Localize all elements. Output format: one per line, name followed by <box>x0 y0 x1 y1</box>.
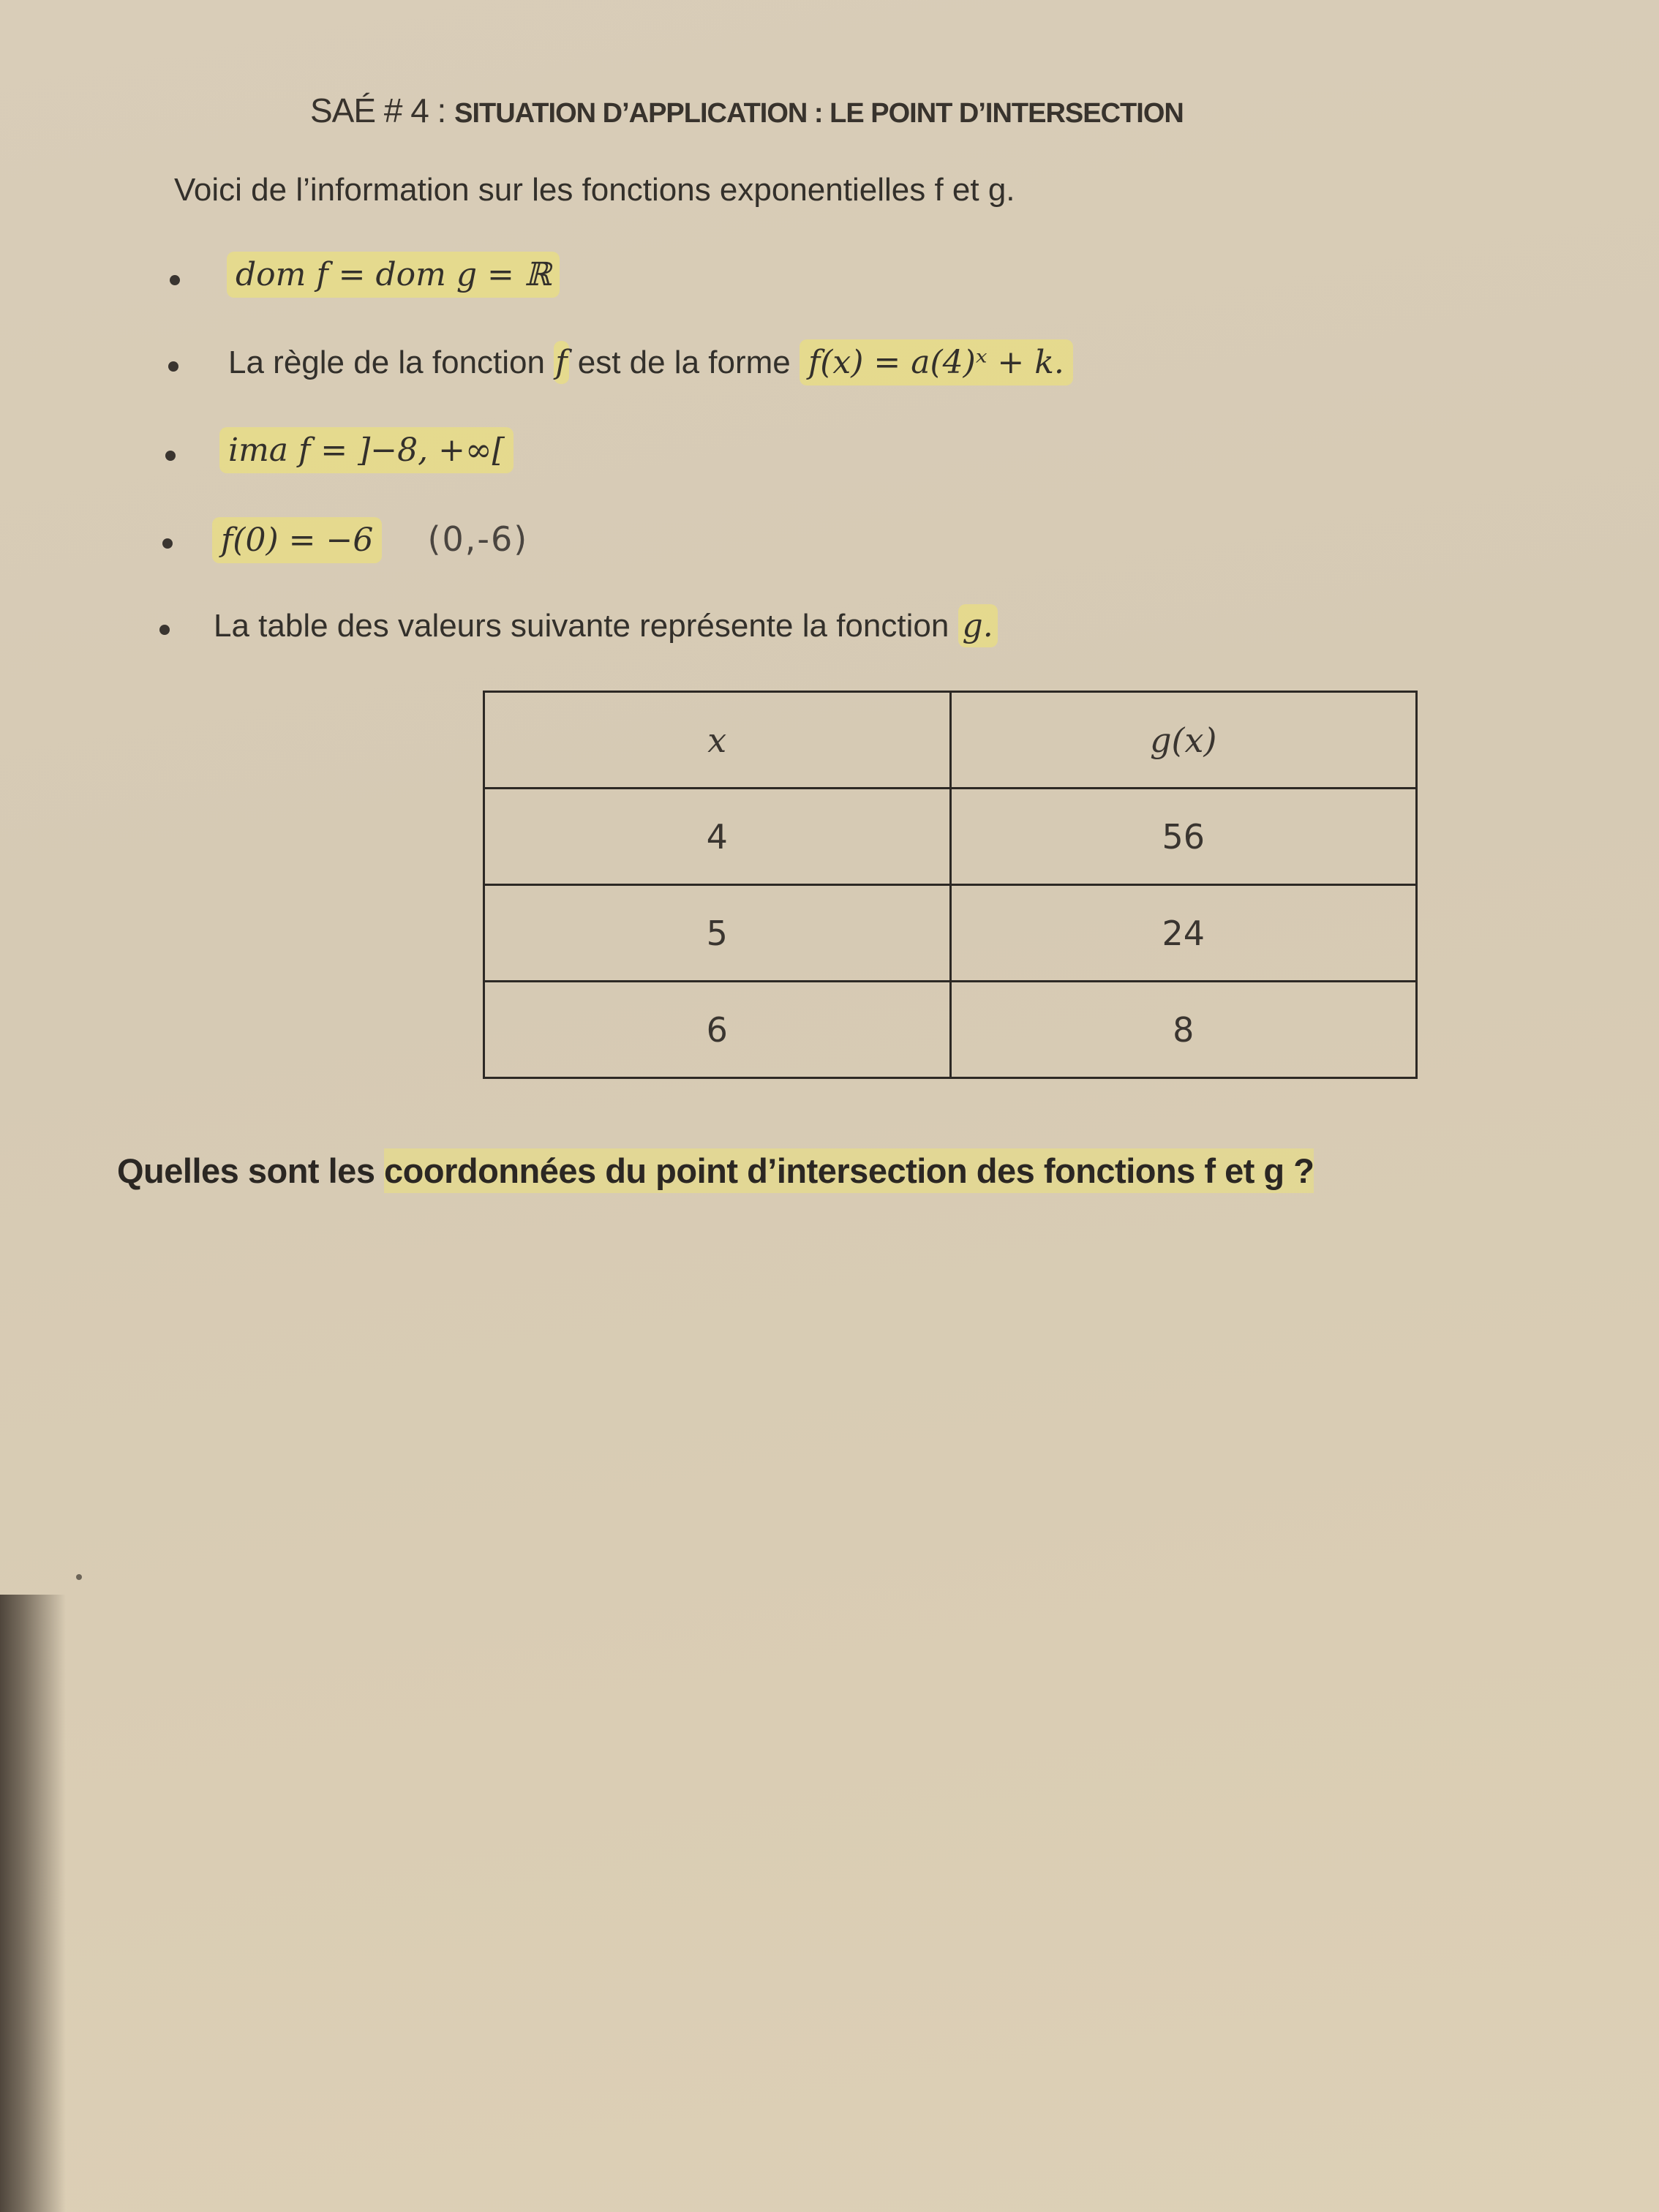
paper-speck <box>76 1574 82 1580</box>
title-separator: : <box>428 91 455 129</box>
header-x: x <box>484 692 951 789</box>
bullet-dot <box>165 451 176 461</box>
bullet-dot <box>162 538 173 549</box>
bullet-dot <box>170 275 180 285</box>
cell-x: 5 <box>484 885 951 982</box>
page-edge-shadow <box>0 1595 66 2212</box>
cell-gx: 8 <box>950 982 1417 1078</box>
cell-gx: 24 <box>950 885 1417 982</box>
rule-middle: est de la forme <box>568 345 800 380</box>
f-zero-statement: f(0) = −6 <box>212 517 382 563</box>
bullet-table-intro <box>214 607 998 644</box>
bullet-dot <box>159 625 170 635</box>
cell-x: 4 <box>484 789 951 885</box>
bullet-image <box>219 432 514 469</box>
rule-prefix: La règle de la fonction <box>228 345 554 380</box>
cell-x: 6 <box>484 982 951 1078</box>
intro-text: Voici de l’information sur les fonctions exponentielles f et g. <box>174 172 1015 208</box>
bullet-domain <box>227 256 560 293</box>
bullet-f-zero <box>212 519 528 559</box>
rule-f: f <box>554 341 568 384</box>
values-table <box>483 691 1418 1079</box>
table-intro-g: g. <box>958 604 998 647</box>
question-before: Quelles sont les <box>117 1151 385 1190</box>
image-statement: ima f = ]−8, +∞[ <box>219 427 514 473</box>
table-row <box>484 982 1417 1078</box>
table-row <box>484 789 1417 885</box>
header-gx: g(x) <box>950 692 1417 789</box>
table-row <box>484 885 1417 982</box>
bullet-dot <box>168 361 178 372</box>
domain-statement: dom f = dom g = ℝ <box>227 252 560 298</box>
bullet-rule <box>228 344 1073 381</box>
document-title <box>310 91 1184 130</box>
handwritten-point: (0,-6) <box>427 519 529 559</box>
title-main: SITUATION D’APPLICATION : LE POINT D’INTERSECTION <box>454 98 1184 129</box>
question-highlighted: coordonnées du point d’intersection des fonctions f et g ? <box>384 1148 1314 1193</box>
question-text <box>117 1151 1314 1191</box>
rule-formula: f(x) = a(4)ˣ + k. <box>800 339 1073 385</box>
table-header-row <box>484 692 1417 789</box>
title-prefix: SAÉ # 4 <box>310 91 429 129</box>
cell-gx: 56 <box>950 789 1417 885</box>
table-intro-prefix: La table des valeurs suivante représente la fonction <box>214 608 958 644</box>
